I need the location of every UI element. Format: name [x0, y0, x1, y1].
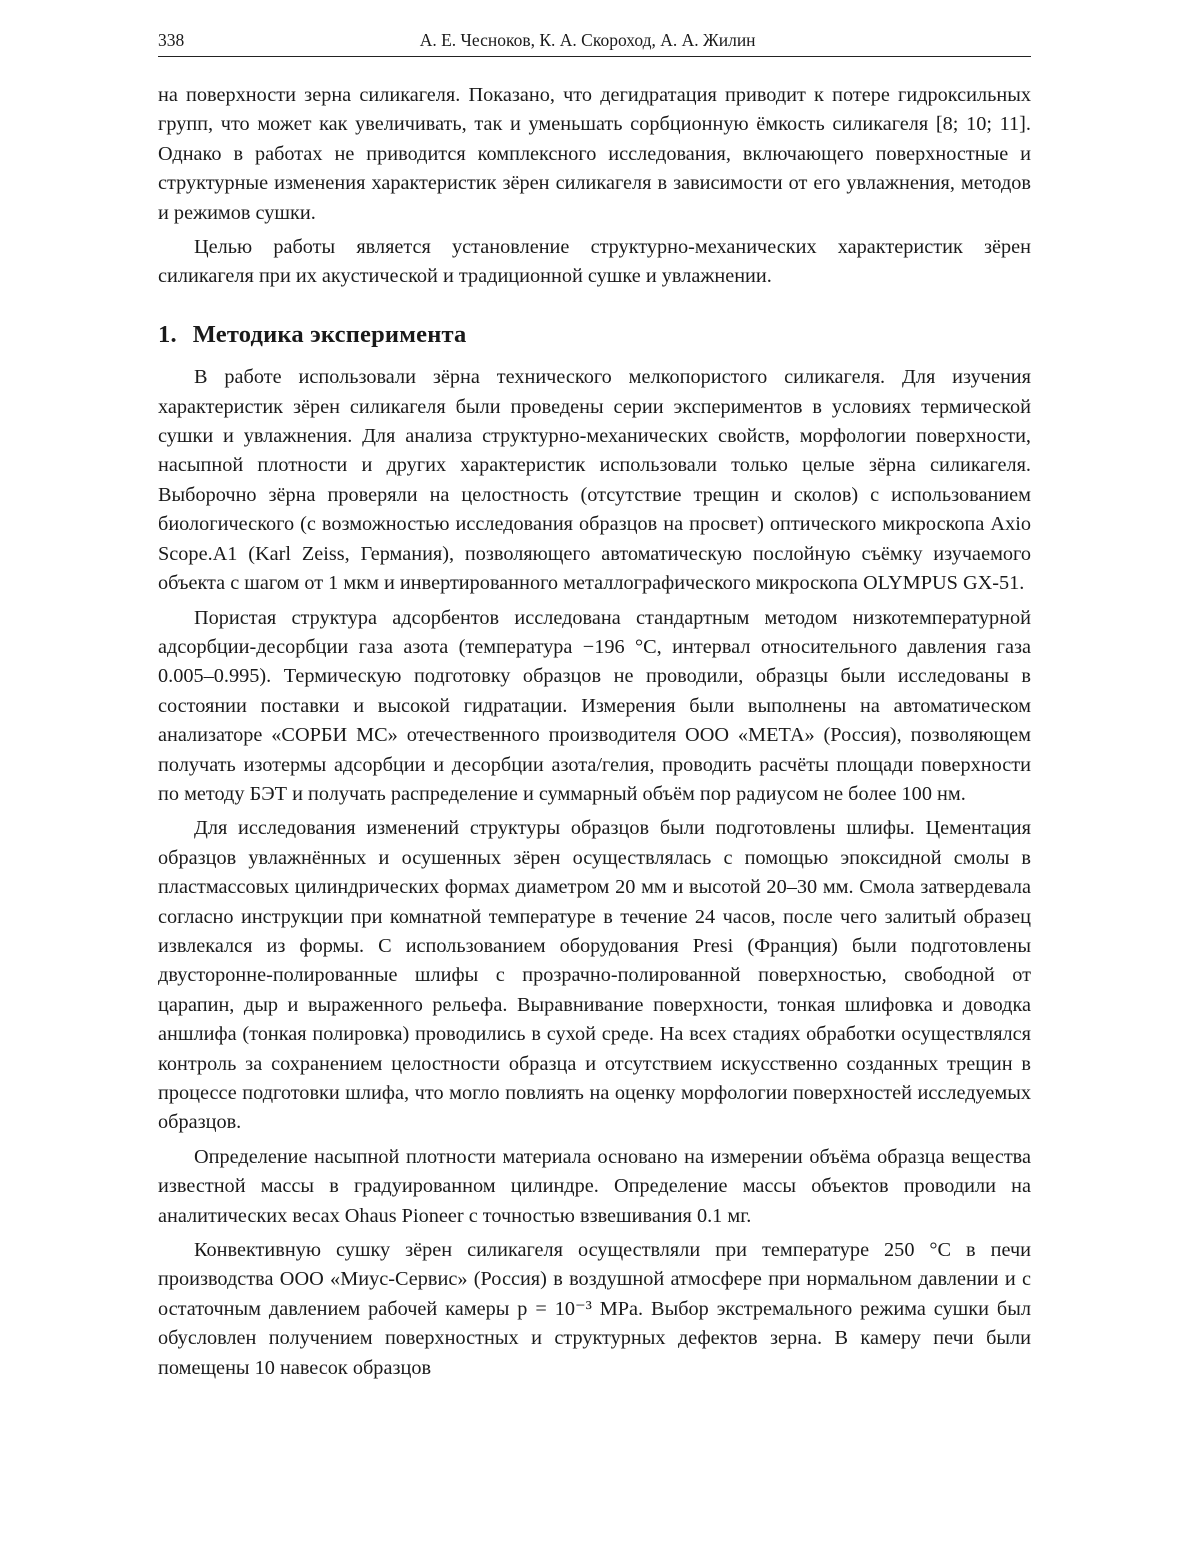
paragraph: Целью работы является установление структурно-механических характеристик зёрен силикагеля при их акустической и традиционной сушке и увлажнении. — [158, 236, 1031, 288]
page-number: 338 — [158, 30, 185, 50]
paragraph: Определение насыпной плотности материала основано на измерении объёма образца вещества известной массы в градуированном цилиндре. Определение массы объектов проводили на аналитических весах Ohaus Pioneer с точностью взвешивания 0.1 мг. — [158, 1145, 1031, 1227]
article-body — [158, 81, 1031, 1383]
paragraph: В работе использовали зёрна технического мелкопористого силикагеля. Для изучения характеристик зёрен силикагеля были проведены серии экспериментов в условиях термической сушки и увлажнения. Для анализа структурно-механических свойств, морфологии поверхности, насыпной плотности и других характеристик использовали только целые зёрна силикагеля. Выборочно зёрна проверяли на целостность (отсутствие трещин и сколов) с использованием биологического (с возможностью исследования образцов на просвет) оптического микроскопа Axio Scope.A1 (Karl Zeiss, Германия), позволяющего автоматическую послойную съёмку изучаемого объекта с шагом от 1 мкм и инвертированного металлографического микроскопа OLYMPUS GX-51. — [158, 366, 1031, 595]
paragraph: Конвективную сушку зёрен силикагеля осуществляли при температуре 250 °C в печи производства ООО «Миус-Сервис» (Россия) в воздушной атмосфере при нормальном давлении и с остаточным давлением рабочей камеры p = 10⁻³ MPa. Выбор экстремального режима сушки был обусловлен получением поверхностных и структурных дефектов зерна. В камеру печи были помещены 10 навесок образцов — [158, 1239, 1031, 1379]
running-head — [158, 30, 1031, 57]
section-number: 1. — [158, 320, 177, 348]
section-title: Методика эксперимента — [192, 320, 467, 348]
paragraph: на поверхности зерна силикагеля. Показано, что дегидратация приводит к потере гидроксильных групп, что может как увеличивать, так и уменьшать сорбционную ёмкость силикагеля [8; 10; 11]. Однако в работах не приводится комплексного исследования, включающего поверхностные и структурные изменения характеристик зёрен силикагеля в зависимости от его увлажнения, методов и режимов сушки. — [158, 84, 1031, 224]
page — [158, 30, 1031, 1388]
paragraph: Пористая структура адсорбентов исследована стандартным методом низкотемпературной адсорбции-десорбции газа азота (температура −196 °C, интервал относительного давления газа 0.005–0.995). Термическую подготовку образцов не проводили, образцы были исследованы в состоянии поставки и высокой гидратации. Измерения были выполнены на автоматическом анализаторе «СОРБИ МС» отечественного производителя ООО «МЕТА» (Россия), позволяющем получать изотермы адсорбции и десорбции азота/гелия, проводить расчёты площади поверхности по методу БЭТ и получать распределение и суммарный объём пор радиусом не более 100 нм. — [158, 606, 1031, 805]
section-heading — [158, 320, 1031, 349]
running-head-authors: А. Е. Чесноков, К. А. Скороход, А. А. Жилин — [419, 30, 756, 50]
paragraph: Для исследования изменений структуры образцов были подготовлены шлифы. Цементация образцов увлажнённых и осушенных зёрен осуществлялась с помощью эпоксидной смолы в пластмассовых цилиндрических формах диаметром 20 мм и высотой 20–30 мм. Смола затвердевала согласно инструкции при комнатной температуре в течение 24 часов, после чего залитый образец извлекался из формы. С использованием оборудования Presi (Франция) были подготовлены двусторонне-полированные шлифы с прозрачно-полированной поверхностью, свободной от царапин, дыр и выраженного рельефа. Выравнивание поверхности, тонкая шлифовка и доводка аншлифа (тонкая полировка) проводились в сухой среде. На всех стадиях обработки осуществлялся контроль за сохранением целостности образца и отсутствием искусственно созданных трещин в процессе подготовки шлифа, что могло повлиять на оценку морфологии поверхностей исследуемых образцов. — [158, 817, 1031, 1134]
